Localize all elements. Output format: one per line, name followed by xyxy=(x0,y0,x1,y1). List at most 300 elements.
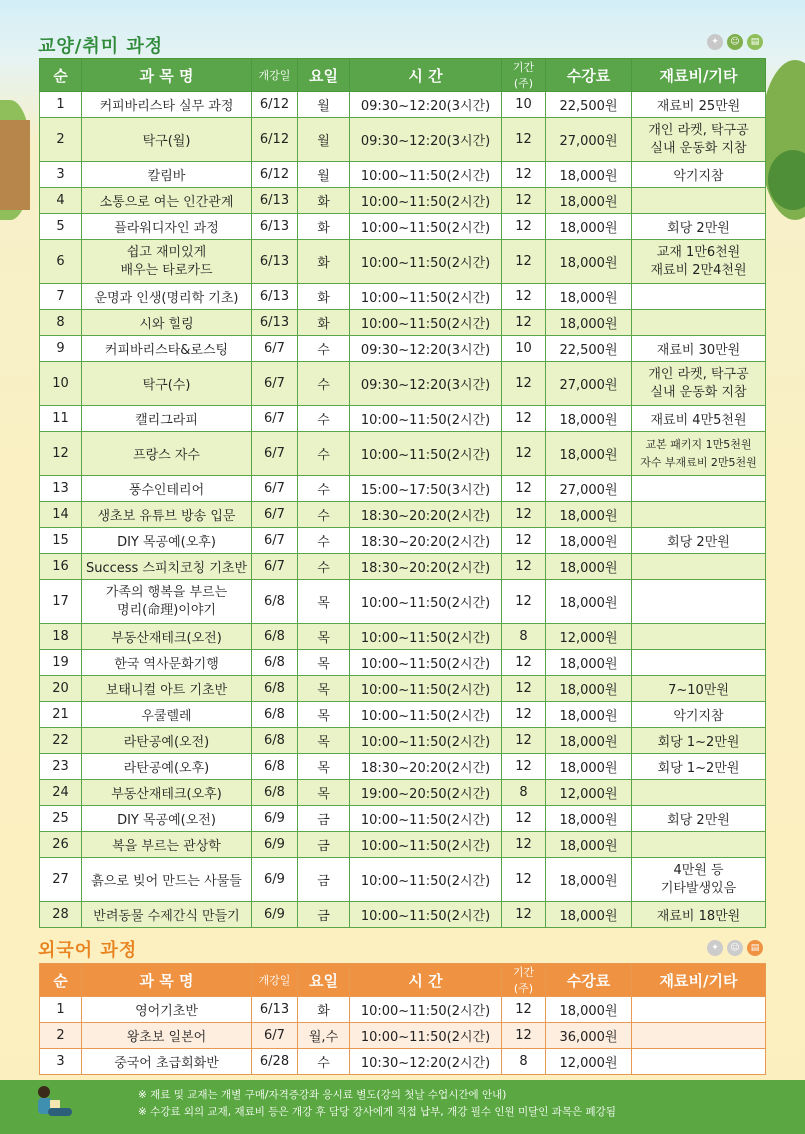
cell-weekday: 화 xyxy=(298,240,350,284)
cell-course: 가족의 행복을 부르는 명리(命理)이야기 xyxy=(82,580,252,624)
table-row xyxy=(40,858,766,902)
footer-notice xyxy=(0,1080,805,1134)
cell-course: 부동산재테크(오전) xyxy=(82,624,252,650)
table-row xyxy=(40,832,766,858)
header-weekday: 요일 xyxy=(298,964,350,997)
table-row xyxy=(40,902,766,928)
bulb-icon: ✦ xyxy=(707,940,723,956)
cell-weeks: 10 xyxy=(502,92,546,118)
cell-materials xyxy=(632,284,766,310)
cell-fee: 18,000원 xyxy=(546,240,632,284)
cell-fee: 18,000원 xyxy=(546,676,632,702)
bulb-icon: ✦ xyxy=(707,34,723,50)
cell-no: 7 xyxy=(40,284,82,310)
cell-weekday: 수 xyxy=(298,502,350,528)
cell-course: 프랑스 자수 xyxy=(82,432,252,476)
cell-start-date: 6/7 xyxy=(252,1023,298,1049)
cell-no: 15 xyxy=(40,528,82,554)
cell-no: 17 xyxy=(40,580,82,624)
header-materials: 재료비/기타 xyxy=(632,59,766,92)
cell-weekday: 수 xyxy=(298,1049,350,1075)
cell-weeks: 12 xyxy=(502,554,546,580)
cell-weeks: 12 xyxy=(502,702,546,728)
cell-weeks: 12 xyxy=(502,476,546,502)
cell-fee: 18,000원 xyxy=(546,997,632,1023)
header-course: 과 목 명 xyxy=(82,59,252,92)
cell-time: 09:30~12:20(3시간) xyxy=(350,362,502,406)
header-time: 시 간 xyxy=(350,964,502,997)
cell-no: 8 xyxy=(40,310,82,336)
cell-time: 09:30~12:20(3시간) xyxy=(350,92,502,118)
table-row xyxy=(40,1049,766,1075)
cell-time: 10:00~11:50(2시간) xyxy=(350,310,502,336)
cell-time: 10:00~11:50(2시간) xyxy=(350,580,502,624)
cell-weekday: 목 xyxy=(298,702,350,728)
cell-fee: 18,000원 xyxy=(546,650,632,676)
cell-weekday: 수 xyxy=(298,432,350,476)
cell-weekday: 금 xyxy=(298,902,350,928)
table-header-row xyxy=(40,964,766,997)
cell-fee: 18,000원 xyxy=(546,528,632,554)
table-header-row xyxy=(40,59,766,92)
cell-materials: 회당 2만원 xyxy=(632,214,766,240)
table-row xyxy=(40,188,766,214)
cell-start-date: 6/7 xyxy=(252,554,298,580)
header-materials: 재료비/기타 xyxy=(632,964,766,997)
table-row xyxy=(40,702,766,728)
person-icon: ☺ xyxy=(727,940,743,956)
cell-weekday: 목 xyxy=(298,624,350,650)
left-trunk-decoration xyxy=(0,120,30,210)
cell-course: 우쿨렐레 xyxy=(82,702,252,728)
cell-start-date: 6/13 xyxy=(252,214,298,240)
cell-materials xyxy=(632,997,766,1023)
table-row xyxy=(40,214,766,240)
cell-time: 10:00~11:50(2시간) xyxy=(350,806,502,832)
cell-start-date: 6/8 xyxy=(252,728,298,754)
cell-time: 18:30~20:20(2시간) xyxy=(350,554,502,580)
cell-weeks: 12 xyxy=(502,580,546,624)
cell-no: 21 xyxy=(40,702,82,728)
cell-time: 10:00~11:50(2시간) xyxy=(350,702,502,728)
cell-weeks: 12 xyxy=(502,502,546,528)
cell-no: 1 xyxy=(40,92,82,118)
cell-start-date: 6/8 xyxy=(252,702,298,728)
cell-start-date: 6/7 xyxy=(252,476,298,502)
cell-no: 9 xyxy=(40,336,82,362)
cell-time: 10:00~11:50(2시간) xyxy=(350,214,502,240)
cell-time: 10:00~11:50(2시간) xyxy=(350,624,502,650)
cell-start-date: 6/7 xyxy=(252,502,298,528)
cell-no: 18 xyxy=(40,624,82,650)
cell-course: 시와 힐링 xyxy=(82,310,252,336)
cell-weekday: 금 xyxy=(298,806,350,832)
footer-note-1: ※ 재료 및 교재는 개별 구매/자격증강좌 응시료 별도(강의 첫날 수업시간에 안내) xyxy=(138,1089,507,1101)
cell-course: 탁구(월) xyxy=(82,118,252,162)
cell-weekday: 월,수 xyxy=(298,1023,350,1049)
table-row xyxy=(40,92,766,118)
cell-materials: 재료비 4만5천원 xyxy=(632,406,766,432)
cell-course: 흙으로 빚어 만드는 사물들 xyxy=(82,858,252,902)
cell-fee: 18,000원 xyxy=(546,754,632,780)
cell-time: 10:30~12:20(2시간) xyxy=(350,1049,502,1075)
cell-start-date: 6/9 xyxy=(252,902,298,928)
cell-time: 10:00~11:50(2시간) xyxy=(350,240,502,284)
cell-course: 라탄공예(오전) xyxy=(82,728,252,754)
cell-start-date: 6/9 xyxy=(252,806,298,832)
cell-no: 27 xyxy=(40,858,82,902)
cell-no: 25 xyxy=(40,806,82,832)
cell-materials: 회당 2만원 xyxy=(632,528,766,554)
cell-time: 19:00~20:50(2시간) xyxy=(350,780,502,806)
cell-weekday: 월 xyxy=(298,92,350,118)
cell-fee: 18,000원 xyxy=(546,832,632,858)
cell-weekday: 수 xyxy=(298,476,350,502)
cell-fee: 22,500원 xyxy=(546,92,632,118)
cell-start-date: 6/8 xyxy=(252,780,298,806)
cell-weekday: 목 xyxy=(298,676,350,702)
cell-course: 쉽고 재미있게 배우는 타로카드 xyxy=(82,240,252,284)
cell-materials: 악기지참 xyxy=(632,162,766,188)
footer-note-2: ※ 수강료 외의 교재, 재료비 등은 개강 후 담당 강사에게 직접 납부, 개강 필수 인원 미달인 과목은 폐강됨 xyxy=(138,1106,616,1118)
cell-course: 캘리그라피 xyxy=(82,406,252,432)
book-icon: ▤ xyxy=(747,34,763,50)
cell-time: 15:00~17:50(3시간) xyxy=(350,476,502,502)
cell-weeks: 12 xyxy=(502,240,546,284)
cell-weeks: 12 xyxy=(502,214,546,240)
cell-fee: 18,000원 xyxy=(546,284,632,310)
cell-weekday: 목 xyxy=(298,580,350,624)
cell-time: 09:30~12:20(3시간) xyxy=(350,118,502,162)
cell-fee: 27,000원 xyxy=(546,476,632,502)
cell-fee: 12,000원 xyxy=(546,780,632,806)
cell-course: DIY 목공예(오전) xyxy=(82,806,252,832)
cell-time: 10:00~11:50(2시간) xyxy=(350,650,502,676)
cell-fee: 18,000원 xyxy=(546,406,632,432)
cell-start-date: 6/13 xyxy=(252,188,298,214)
table-row xyxy=(40,554,766,580)
table-row xyxy=(40,362,766,406)
cell-materials xyxy=(632,554,766,580)
cell-start-date: 6/9 xyxy=(252,832,298,858)
cell-materials xyxy=(632,188,766,214)
cell-weeks: 12 xyxy=(502,650,546,676)
cell-fee: 18,000원 xyxy=(546,162,632,188)
header-no: 순 xyxy=(40,964,82,997)
cell-course: 탁구(수) xyxy=(82,362,252,406)
cell-start-date: 6/8 xyxy=(252,580,298,624)
header-course: 과 목 명 xyxy=(82,964,252,997)
cell-materials: 재료비 18만원 xyxy=(632,902,766,928)
table-row xyxy=(40,118,766,162)
cell-fee: 18,000원 xyxy=(546,580,632,624)
cell-start-date: 6/8 xyxy=(252,754,298,780)
cell-fee: 18,000원 xyxy=(546,310,632,336)
cell-start-date: 6/7 xyxy=(252,432,298,476)
cell-start-date: 6/9 xyxy=(252,858,298,902)
cell-materials: 4만원 등 기타발생있음 xyxy=(632,858,766,902)
cell-no: 3 xyxy=(40,162,82,188)
table-row xyxy=(40,336,766,362)
cell-time: 10:00~11:50(2시간) xyxy=(350,832,502,858)
cell-weekday: 화 xyxy=(298,214,350,240)
cell-materials xyxy=(632,310,766,336)
cell-time: 10:00~11:50(2시간) xyxy=(350,997,502,1023)
cell-materials: 회당 2만원 xyxy=(632,806,766,832)
cell-time: 10:00~11:50(2시간) xyxy=(350,406,502,432)
table-row xyxy=(40,728,766,754)
cell-start-date: 6/7 xyxy=(252,362,298,406)
cell-weeks: 12 xyxy=(502,188,546,214)
section1-icons xyxy=(707,34,763,50)
header-weekday: 요일 xyxy=(298,59,350,92)
cell-weeks: 10 xyxy=(502,336,546,362)
cell-weeks: 8 xyxy=(502,780,546,806)
cell-time: 10:00~11:50(2시간) xyxy=(350,432,502,476)
cell-time: 10:00~11:50(2시간) xyxy=(350,676,502,702)
table-row xyxy=(40,754,766,780)
cell-weekday: 금 xyxy=(298,858,350,902)
header-weeks: 기간(주) xyxy=(502,59,546,92)
cell-start-date: 6/8 xyxy=(252,676,298,702)
table-row xyxy=(40,284,766,310)
cell-weekday: 수 xyxy=(298,528,350,554)
table-row xyxy=(40,240,766,284)
cell-fee: 36,000원 xyxy=(546,1023,632,1049)
cell-fee: 18,000원 xyxy=(546,702,632,728)
section-title-liberal-arts: 교양/취미 과정 xyxy=(38,36,164,57)
cell-course: 보태니컬 아트 기초반 xyxy=(82,676,252,702)
header-weeks: 기간(주) xyxy=(502,964,546,997)
cell-fee: 18,000원 xyxy=(546,858,632,902)
cell-no: 20 xyxy=(40,676,82,702)
header-fee: 수강료 xyxy=(546,59,632,92)
cell-fee: 18,000원 xyxy=(546,728,632,754)
cell-course: 칼림바 xyxy=(82,162,252,188)
table-row xyxy=(40,310,766,336)
cell-weekday: 목 xyxy=(298,650,350,676)
table-row xyxy=(40,780,766,806)
table-row xyxy=(40,502,766,528)
cell-materials: 악기지참 xyxy=(632,702,766,728)
table-row xyxy=(40,650,766,676)
cell-weekday: 목 xyxy=(298,728,350,754)
cell-weekday: 수 xyxy=(298,554,350,580)
cell-materials xyxy=(632,580,766,624)
table-row xyxy=(40,528,766,554)
cell-materials: 회당 1~2만원 xyxy=(632,728,766,754)
header-start-date: 개강일 xyxy=(252,59,298,92)
cell-course: 중국어 초급회화반 xyxy=(82,1049,252,1075)
cell-weeks: 12 xyxy=(502,806,546,832)
cell-course: 플라워디자인 과정 xyxy=(82,214,252,240)
cell-weeks: 12 xyxy=(502,728,546,754)
cell-weeks: 12 xyxy=(502,406,546,432)
cell-materials: 교재 1만6천원 재료비 2만4천원 xyxy=(632,240,766,284)
cell-time: 10:00~11:50(2시간) xyxy=(350,162,502,188)
cell-course: Success 스피치코칭 기초반 xyxy=(82,554,252,580)
reading-person-illustration xyxy=(30,1084,76,1124)
cell-weeks: 12 xyxy=(502,162,546,188)
cell-weekday: 수 xyxy=(298,336,350,362)
cell-start-date: 6/12 xyxy=(252,118,298,162)
cell-fee: 12,000원 xyxy=(546,1049,632,1075)
cell-no: 26 xyxy=(40,832,82,858)
cell-weeks: 12 xyxy=(502,362,546,406)
cell-course: 소통으로 여는 인간관계 xyxy=(82,188,252,214)
cell-materials: 7~10만원 xyxy=(632,676,766,702)
cell-materials xyxy=(632,780,766,806)
header-start-date: 개강일 xyxy=(252,964,298,997)
cell-start-date: 6/7 xyxy=(252,336,298,362)
book-icon: ▤ xyxy=(747,940,763,956)
cell-fee: 27,000원 xyxy=(546,362,632,406)
cell-start-date: 6/13 xyxy=(252,997,298,1023)
cell-time: 09:30~12:20(3시간) xyxy=(350,336,502,362)
cell-no: 10 xyxy=(40,362,82,406)
cell-fee: 12,000원 xyxy=(546,624,632,650)
cell-fee: 18,000원 xyxy=(546,806,632,832)
table-row xyxy=(40,476,766,502)
cell-materials xyxy=(632,650,766,676)
cell-no: 19 xyxy=(40,650,82,676)
cell-course: 풍수인테리어 xyxy=(82,476,252,502)
cell-materials: 교본 패키지 1만5천원 자수 부재료비 2만5천원 xyxy=(632,432,766,476)
table-row xyxy=(40,624,766,650)
cell-materials xyxy=(632,832,766,858)
cell-start-date: 6/12 xyxy=(252,162,298,188)
cell-weekday: 월 xyxy=(298,162,350,188)
cell-weeks: 12 xyxy=(502,858,546,902)
cell-materials xyxy=(632,1049,766,1075)
cell-fee: 27,000원 xyxy=(546,118,632,162)
cell-course: 커피바리스타&로스팅 xyxy=(82,336,252,362)
cell-time: 18:30~20:20(2시간) xyxy=(350,502,502,528)
cell-no: 1 xyxy=(40,997,82,1023)
cell-no: 3 xyxy=(40,1049,82,1075)
cell-no: 6 xyxy=(40,240,82,284)
cell-no: 13 xyxy=(40,476,82,502)
cell-start-date: 6/13 xyxy=(252,240,298,284)
cell-fee: 18,000원 xyxy=(546,214,632,240)
table-row xyxy=(40,676,766,702)
cell-weeks: 12 xyxy=(502,676,546,702)
cell-weekday: 수 xyxy=(298,406,350,432)
cell-course: 부동산재테크(오후) xyxy=(82,780,252,806)
table-row xyxy=(40,406,766,432)
cell-time: 10:00~11:50(2시간) xyxy=(350,858,502,902)
cell-weeks: 12 xyxy=(502,528,546,554)
cell-course: 복을 부르는 관상학 xyxy=(82,832,252,858)
cell-weeks: 8 xyxy=(502,1049,546,1075)
cell-time: 18:30~20:20(2시간) xyxy=(350,754,502,780)
cell-fee: 22,500원 xyxy=(546,336,632,362)
section-title-foreign-language: 외국어 과정 xyxy=(38,940,138,961)
cell-weeks: 12 xyxy=(502,1023,546,1049)
cell-no: 28 xyxy=(40,902,82,928)
cell-course: 운명과 인생(명리학 기초) xyxy=(82,284,252,310)
cell-materials: 재료비 25만원 xyxy=(632,92,766,118)
cell-weekday: 화 xyxy=(298,997,350,1023)
cell-weekday: 월 xyxy=(298,118,350,162)
cell-time: 10:00~11:50(2시간) xyxy=(350,728,502,754)
cell-course: 라탄공예(오후) xyxy=(82,754,252,780)
cell-weekday: 금 xyxy=(298,832,350,858)
cell-time: 10:00~11:50(2시간) xyxy=(350,1023,502,1049)
cell-materials xyxy=(632,502,766,528)
cell-start-date: 6/8 xyxy=(252,650,298,676)
cell-materials: 회당 1~2만원 xyxy=(632,754,766,780)
table-row xyxy=(40,162,766,188)
cell-materials: 개인 라켓, 탁구공 실내 운동화 지참 xyxy=(632,362,766,406)
cell-materials: 개인 라켓, 탁구공 실내 운동화 지참 xyxy=(632,118,766,162)
cell-no: 4 xyxy=(40,188,82,214)
cell-weekday: 화 xyxy=(298,188,350,214)
cell-course: 한국 역사문화기행 xyxy=(82,650,252,676)
cell-materials: 재료비 30만원 xyxy=(632,336,766,362)
cell-start-date: 6/12 xyxy=(252,92,298,118)
cell-time: 18:30~20:20(2시간) xyxy=(350,528,502,554)
cell-course: 왕초보 일본어 xyxy=(82,1023,252,1049)
table-row xyxy=(40,997,766,1023)
cell-course: 생초보 유튜브 방송 입문 xyxy=(82,502,252,528)
cell-start-date: 6/28 xyxy=(252,1049,298,1075)
cell-time: 10:00~11:50(2시간) xyxy=(350,902,502,928)
cell-weekday: 목 xyxy=(298,754,350,780)
header-time: 시 간 xyxy=(350,59,502,92)
cell-course: 커피바리스타 실무 과정 xyxy=(82,92,252,118)
cell-time: 10:00~11:50(2시간) xyxy=(350,284,502,310)
cell-weeks: 12 xyxy=(502,118,546,162)
cell-no: 5 xyxy=(40,214,82,240)
cell-course: DIY 목공예(오후) xyxy=(82,528,252,554)
cell-start-date: 6/8 xyxy=(252,624,298,650)
cell-start-date: 6/13 xyxy=(252,310,298,336)
table-row xyxy=(40,432,766,476)
cell-no: 23 xyxy=(40,754,82,780)
cell-start-date: 6/13 xyxy=(252,284,298,310)
liberal-arts-table xyxy=(39,58,766,928)
table-row xyxy=(40,806,766,832)
cell-weeks: 12 xyxy=(502,432,546,476)
cell-weeks: 12 xyxy=(502,902,546,928)
cell-no: 22 xyxy=(40,728,82,754)
foreign-language-table xyxy=(39,963,766,1075)
cell-weekday: 화 xyxy=(298,310,350,336)
cell-weeks: 12 xyxy=(502,997,546,1023)
cell-no: 12 xyxy=(40,432,82,476)
cell-materials xyxy=(632,624,766,650)
cell-weeks: 8 xyxy=(502,624,546,650)
table-row xyxy=(40,580,766,624)
cell-fee: 18,000원 xyxy=(546,502,632,528)
cell-no: 16 xyxy=(40,554,82,580)
cell-no: 24 xyxy=(40,780,82,806)
cell-start-date: 6/7 xyxy=(252,528,298,554)
table-row xyxy=(40,1023,766,1049)
cell-no: 14 xyxy=(40,502,82,528)
cell-fee: 18,000원 xyxy=(546,432,632,476)
cell-course: 반려동물 수제간식 만들기 xyxy=(82,902,252,928)
cell-weekday: 화 xyxy=(298,284,350,310)
header-fee: 수강료 xyxy=(546,964,632,997)
person-icon: ☺ xyxy=(727,34,743,50)
section2-icons xyxy=(707,940,763,956)
cell-weeks: 12 xyxy=(502,310,546,336)
cell-no: 2 xyxy=(40,1023,82,1049)
cell-fee: 18,000원 xyxy=(546,188,632,214)
cell-weekday: 목 xyxy=(298,780,350,806)
